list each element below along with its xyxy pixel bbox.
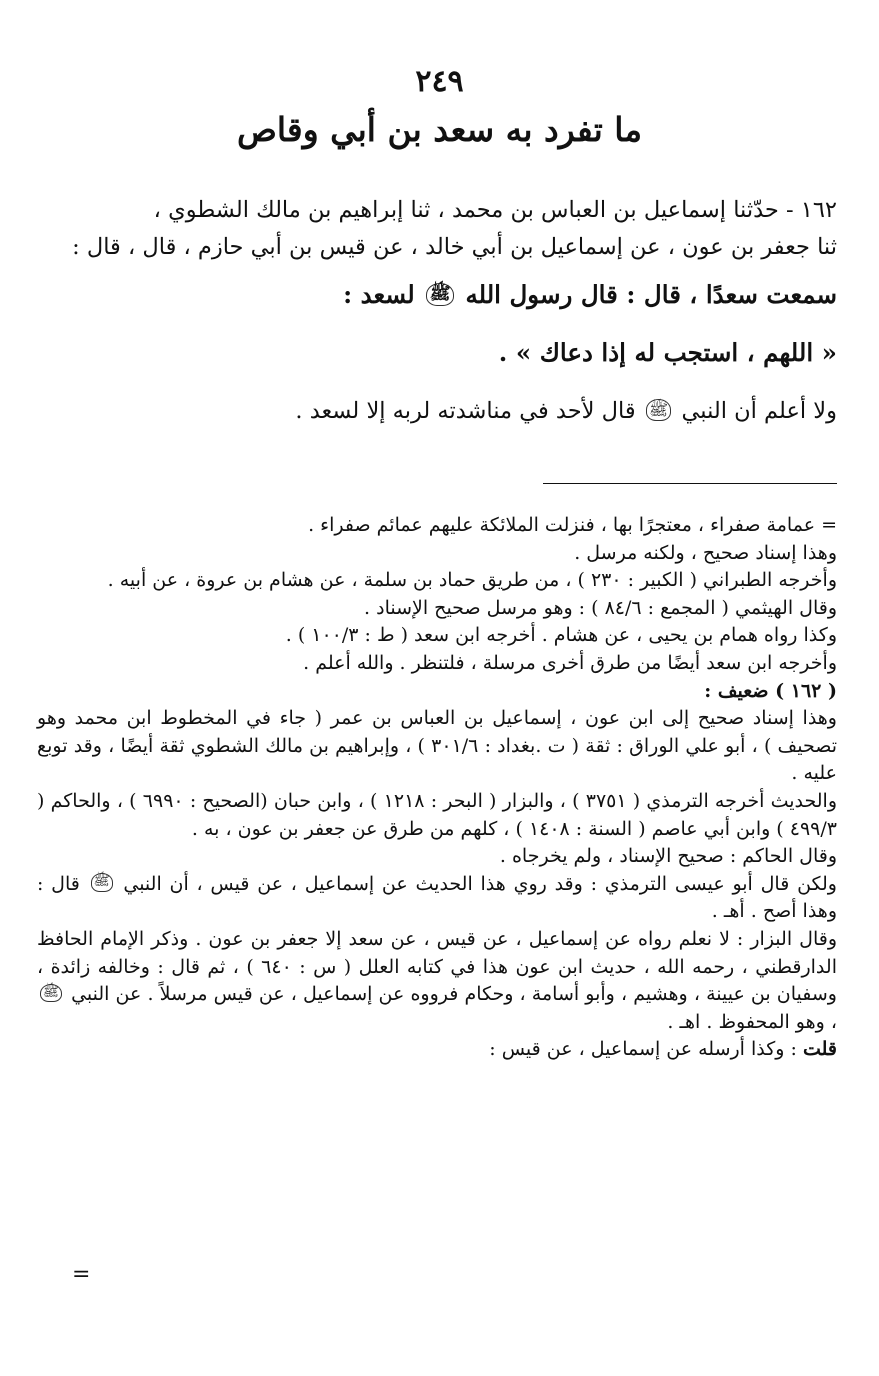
continuation-mark: =: [72, 1262, 91, 1287]
hadith-matn-intro: [37, 266, 837, 324]
hadith-matn-quote: « اللهم ، استجب له إذا دعاك » .: [498, 338, 837, 367]
footnote-line: وأخرجه ابن سعد أيضًا من طرق أخرى مرسلة ، فلتنظر . والله أعلم .: [303, 651, 837, 674]
salutation-icon: ﷺ: [426, 283, 454, 306]
hadith-isnad-line: ١٦٢ - حدّثنا إسماعيل بن العباس بن محمد ، ثنا إبراهيم بن مالك الشطوي ،: [153, 197, 837, 223]
footnote-text: ، وهو المحفوظ . اهـ .: [667, 1010, 837, 1033]
hadith-closing: [37, 386, 837, 436]
footnote-heading: ( ١٦٢ ) ضعيف :: [704, 679, 837, 702]
footnote-paragraph: وقال الحاكم : صحيح الإسناد ، ولم يخرجاه .: [499, 845, 837, 868]
footnote-separator: [543, 483, 837, 484]
footnote-line: وقال الهيثمي ( المجمع : ٨٤/٦ ) : وهو مرسل صحيح الإسناد .: [364, 596, 837, 619]
footnote-text: ولكن قال أبو عيسى الترمذي : وقد روي هذا الحديث عن إسماعيل ، عن قيس ، أن النبي: [123, 872, 837, 895]
chapter-title: ما تفرد به سعد بن أبي وقاص: [236, 110, 643, 149]
salutation-icon: ﷺ: [646, 399, 672, 421]
footnote-paragraph: [37, 871, 837, 926]
hadith-closing-text: قال لأحد في مناشدته لربه إلا لسعد .: [295, 398, 636, 424]
footnote-paragraph: [37, 926, 837, 1036]
hadith-closing-text: ولا أعلم أن النبي: [681, 398, 837, 424]
footnote-paragraph: وهذا إسناد صحيح إلى ابن عون ، إسماعيل بن العباس بن عمر ( جاء في المخطوط ابن محمد وهو تصحيف ) ، أبو علي الوراق : ثقة ( ت .بغداد : ٣٠١/٦ ) ، وإبراهيم بن مالك الشطوي ثقة أيضًا ، وقد توبع عليه .: [37, 707, 837, 785]
footnote-text: وقال البزار : لا نعلم رواه عن إسماعيل ، عن قيس ، عن سعد إلا جعفر بن عون . وذكر الإمام الحافظ الدارقطني ، رحمه الله ، حديث ابن عون هذا في كتابه العلل ( س : ٦٤٠ ) ، ثم قال : وخالفه زائدة ، وسفيان بن عيينة ، وهشيم ، وأبو أسامة ، وحكام فرووه عن إسماعيل ، عن قيس مرسلاً . عن النبي: [37, 927, 837, 1006]
footnotes: [37, 512, 837, 1064]
footnote-line: = عمامة صفراء ، معتجرًا بها ، فنزلت الملائكة عليهم عمائم صفراء .: [308, 514, 837, 536]
page-number: ٢٤٩: [415, 64, 464, 99]
footnote-line: وهذا إسناد صحيح ، ولكنه مرسل .: [574, 541, 837, 564]
salutation-icon: ﷺ: [91, 873, 113, 892]
footnote-paragraph: [37, 1036, 837, 1064]
footnote-line: وكذا رواه همام بن يحيى ، عن هشام . أخرجه ابن سعد ( ط : ١٠٠/٣ ) .: [285, 624, 837, 647]
footnote-line: وأخرجه الطبراني ( الكبير : ٢٣٠ ) ، من طريق حماد بن سلمة ، عن هشام بن عروة ، عن أبيه .: [107, 569, 837, 592]
footnote-text: قال : وهذا أصح . أهـ .: [37, 872, 837, 923]
hadith-matn-text: سمعت سعدًا ، قال : قال رسول الله: [465, 280, 837, 309]
footnote-label: قلت: [802, 1038, 837, 1061]
hadith-isnad-line: ثنا جعفر بن عون ، عن إسماعيل بن أبي خالد ، عن قيس بن أبي حازم ، قال ، قال :: [72, 234, 837, 260]
hadith-matn-text: لسعد :: [343, 280, 415, 309]
footnote-paragraph: والحديث أخرجه الترمذي ( ٣٧٥١ ) ، والبزار ( البحر : ١٢١٨ ) ، وابن حبان (الصحيح : ٦٩٩٠ ) ، والحاكم ( ٤٩٩/٣ ) وابن أبي عاصم ( السنة : ١٤٠٨ ) ، كلهم من طرق عن جعفر بن عون ، به .: [37, 789, 838, 840]
salutation-icon: ﷺ: [40, 984, 62, 1003]
hadith-body: [37, 192, 837, 436]
footnote-text: : وكذا أرسله عن إسماعيل ، عن قيس :: [489, 1038, 797, 1061]
